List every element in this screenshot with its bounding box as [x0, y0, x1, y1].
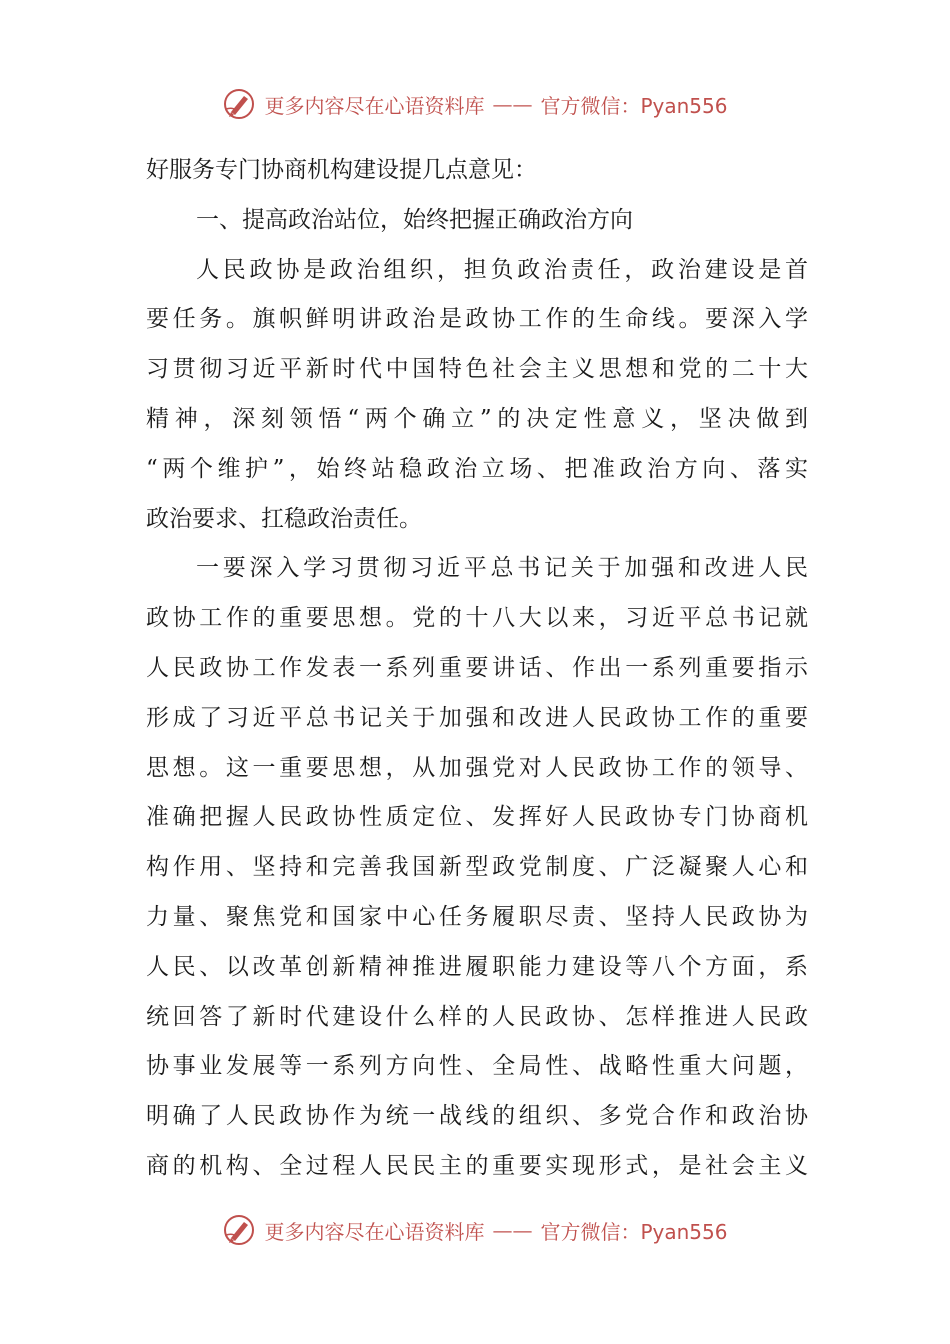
text-line: 人民政协是政治组织，担负政治责任，政治建设是首 — [196, 256, 808, 283]
text-line: 一要深入学习贯彻习近平总书记关于加强和改进人民 — [196, 555, 808, 582]
text-line: 构作用、坚持和完善我国新型政党制度、广泛凝聚人心和 — [146, 854, 808, 881]
text-line: 统回答了新时代建设什么样的人民政协、怎样推进人民政 — [146, 1003, 808, 1030]
text-line: 商的机构、全过程人民民主的重要实现形式，是社会主义 — [146, 1152, 808, 1179]
text-line: 政协工作的重要思想。党的十八大以来，习近平总书记就 — [146, 605, 808, 632]
watermark-text: 更多内容尽在心语资料库 — [264, 93, 485, 118]
pen-circle-logo-icon — [222, 87, 256, 121]
text-line: 人民政协工作发表一系列重要讲话、作出一系列重要指示 — [146, 654, 808, 681]
text-line: 人民、以改革创新精神推进履职能力建设等八个方面，系 — [146, 953, 808, 980]
watermark-separator: —— — [492, 92, 533, 116]
footer-watermark — [0, 1208, 950, 1252]
watermark-separator: —— — [492, 1218, 533, 1242]
text-line: 好服务专门协商机构建设提几点意见： — [146, 157, 537, 183]
pen-circle-logo-icon — [222, 1213, 256, 1247]
watermark-text: 更多内容尽在心语资料库 — [264, 1219, 485, 1244]
text-line: 准确把握人民政协性质定位、发挥好人民政协专门协商机 — [146, 804, 808, 831]
text-line: 协事业发展等一系列方向性、全局性、战略性重大问题， — [146, 1053, 808, 1080]
header-watermark — [0, 82, 950, 126]
text-line: “两个维护”，始终站稳政治立场、把准政治方向、落实 — [146, 455, 808, 482]
watermark-contact: 官方微信：Pyan556 — [540, 93, 728, 118]
text-line: 明确了人民政协作为统一战线的组织、多党合作和政治协 — [146, 1103, 808, 1130]
section-heading: 一、提高政治站位，始终把握正确政治方向 — [196, 206, 633, 233]
text-line: 力量、聚焦党和国家中心任务履职尽责、坚持人民政协为 — [146, 903, 808, 930]
text-line: 精神，深刻领悟“两个确立”的决定性意义，坚决做到 — [146, 405, 808, 432]
document-body — [146, 146, 808, 1192]
text-line: 要任务。旗帜鲜明讲政治是政协工作的生命线。要深入学 — [146, 306, 808, 333]
watermark-contact: 官方微信：Pyan556 — [540, 1219, 728, 1244]
text-line: 习贯彻习近平新时代中国特色社会主义思想和党的二十大 — [146, 356, 808, 383]
text-line: 政治要求、扛稳政治责任。 — [146, 505, 422, 532]
text-line: 形成了习近平总书记关于加强和改进人民政协工作的重要 — [146, 704, 808, 731]
text-line: 思想。这一重要思想，从加强党对人民政协工作的领导、 — [146, 754, 808, 781]
